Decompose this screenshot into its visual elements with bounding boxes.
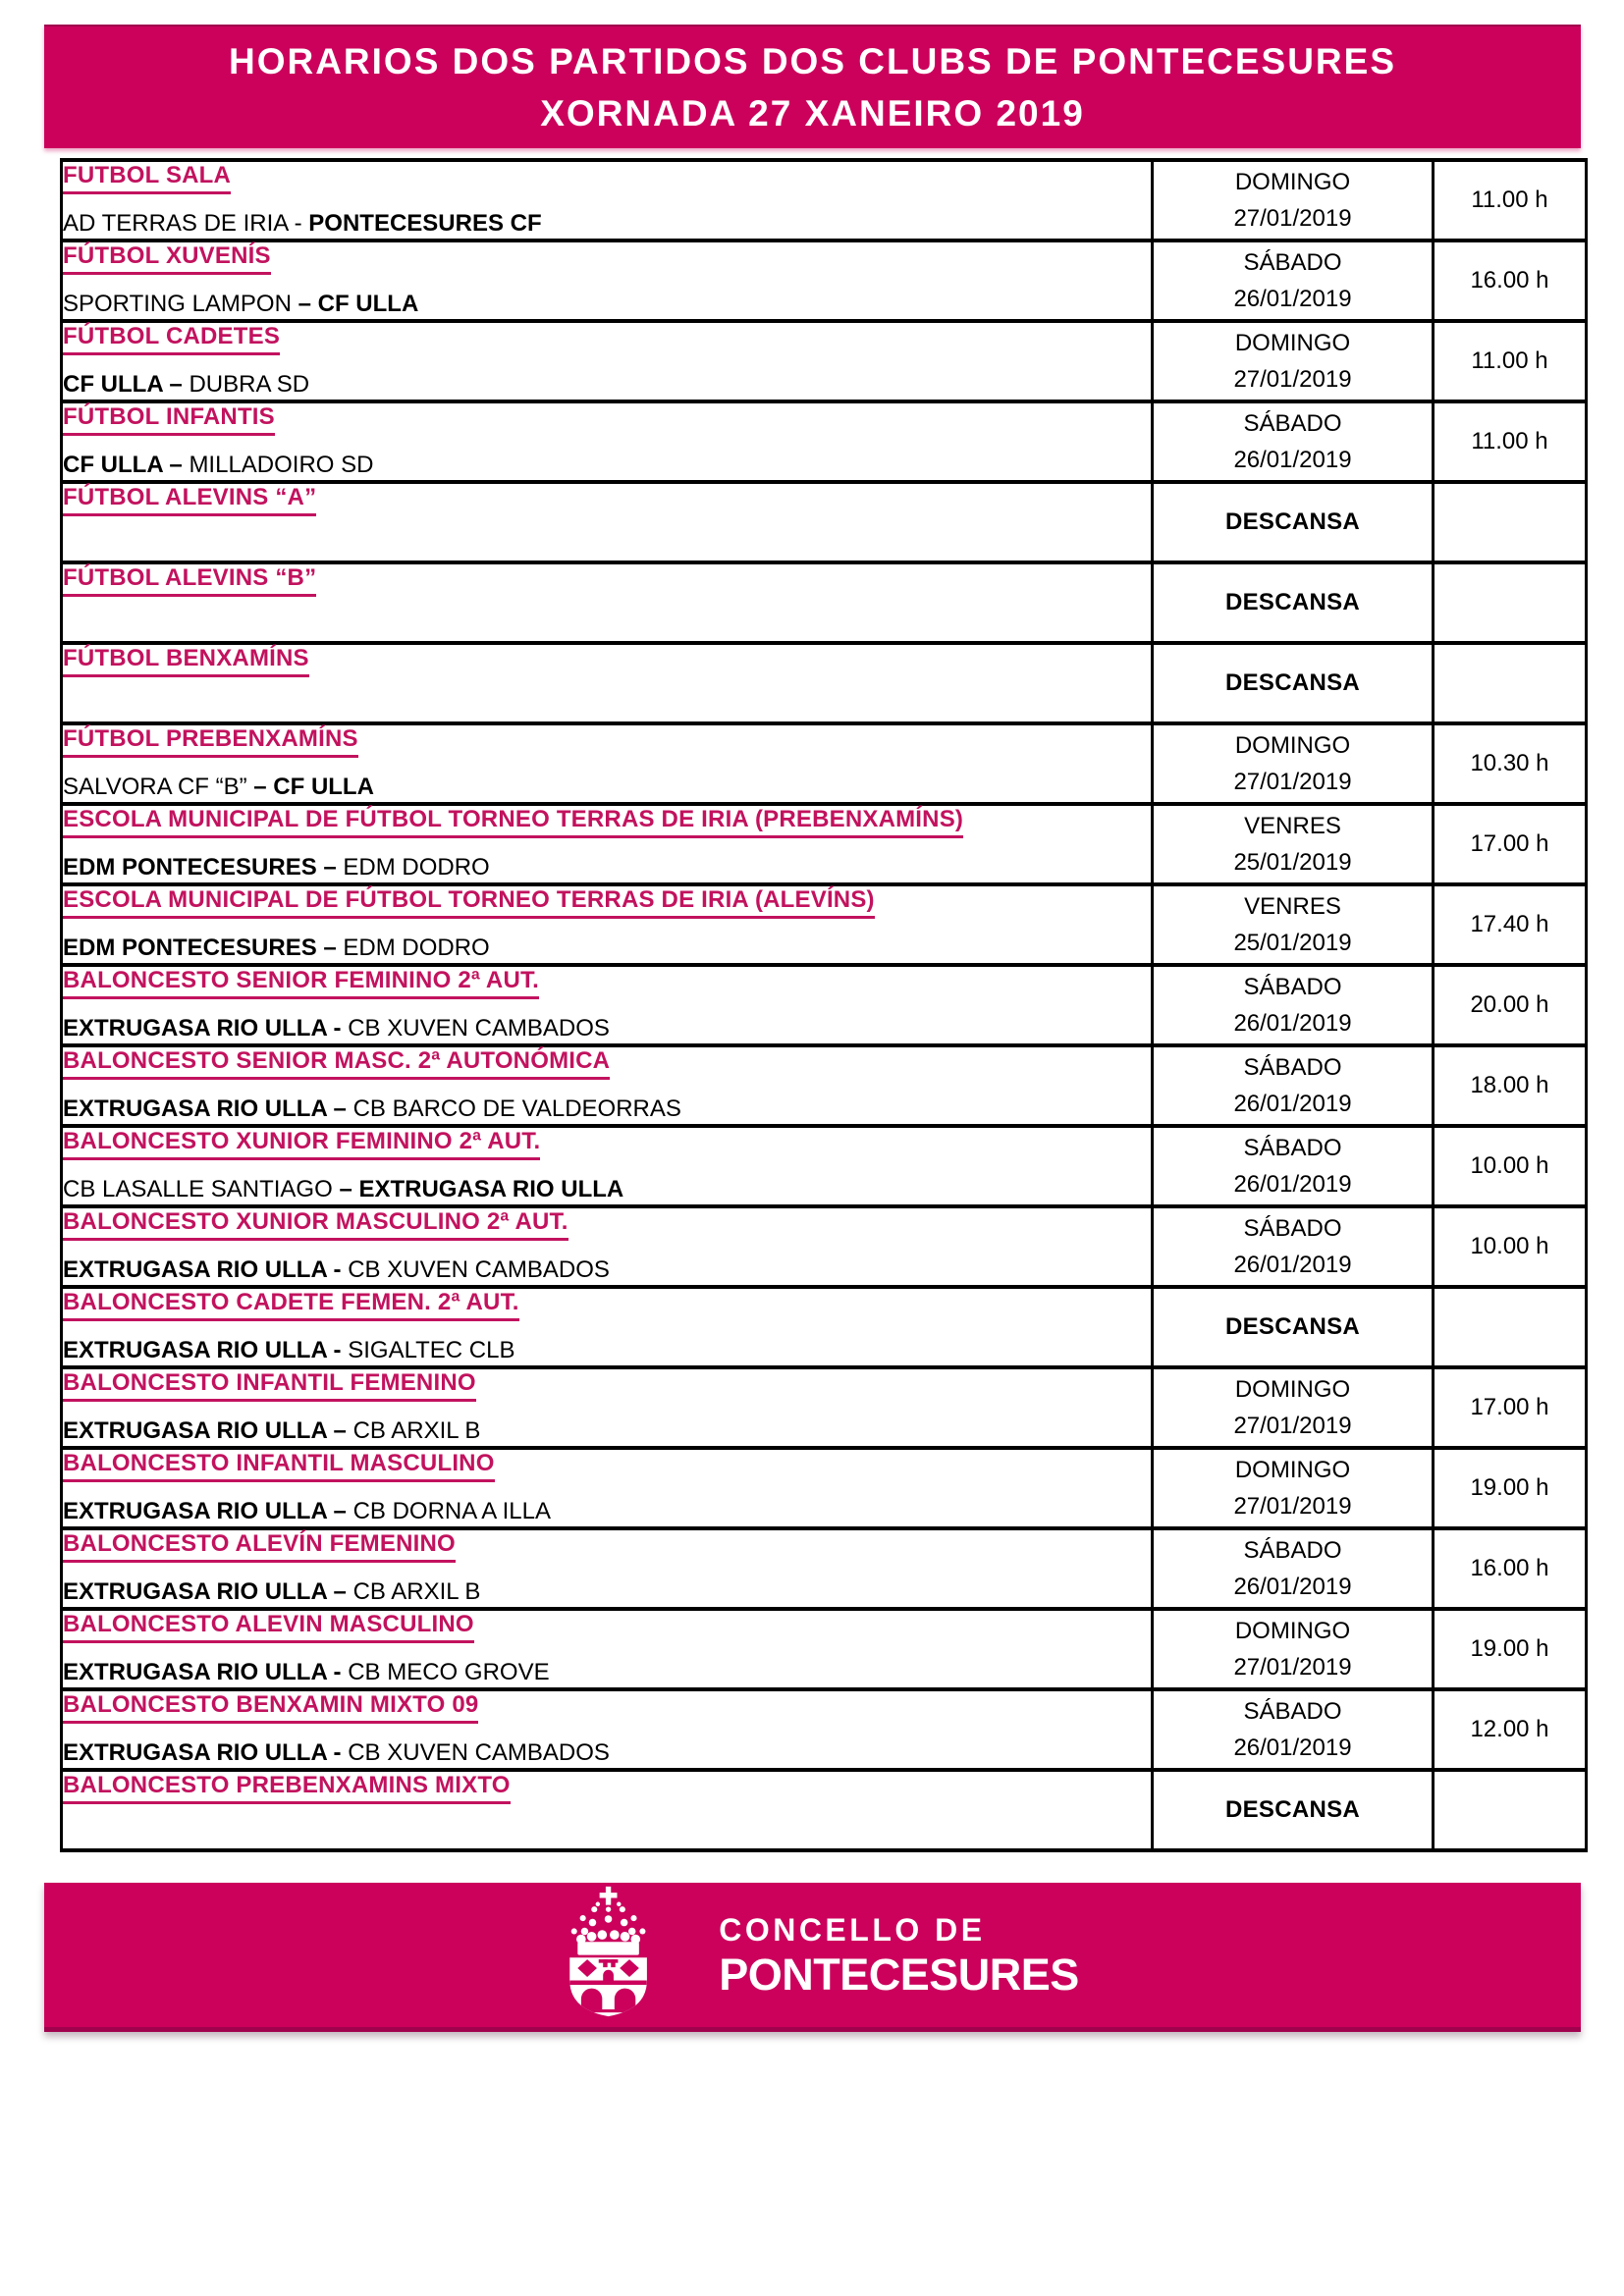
day-label: DOMINGO bbox=[1234, 330, 1351, 356]
date-label: 27/01/2019 bbox=[1233, 366, 1352, 393]
category-title: FÚTBOL XUVENÍS bbox=[63, 242, 271, 275]
team-regular-2: CB XUVEN CAMBADOS bbox=[348, 1256, 610, 1283]
schedule-row bbox=[62, 1287, 1587, 1367]
schedule-row bbox=[62, 1609, 1587, 1689]
schedule-row bbox=[62, 965, 1587, 1045]
team-regular-2: CB ARXIL B bbox=[352, 1417, 481, 1444]
match-teams bbox=[63, 934, 1151, 963]
day-cell bbox=[1153, 1287, 1434, 1367]
time-cell bbox=[1434, 482, 1587, 562]
time-cell bbox=[1434, 321, 1587, 401]
time-label: 11.00 h bbox=[1471, 187, 1548, 213]
day-cell bbox=[1153, 1206, 1434, 1287]
match-teams bbox=[63, 1738, 1151, 1768]
category-title: FÚTBOL PREBENXAMÍNS bbox=[63, 725, 358, 758]
time-cell bbox=[1434, 723, 1587, 804]
rest-label: DESCANSA bbox=[1224, 508, 1361, 535]
org-name-line2: PONTECESURES bbox=[719, 1949, 1079, 2000]
day-cell bbox=[1153, 482, 1434, 562]
schedule-row bbox=[62, 562, 1587, 643]
org-name-block bbox=[719, 1910, 1079, 2001]
category-title: FÚTBOL BENXAMÍNS bbox=[63, 645, 309, 677]
schedule-row bbox=[62, 160, 1587, 240]
day-cell bbox=[1153, 1367, 1434, 1448]
team-highlight: – CF ULLA bbox=[253, 774, 374, 800]
category-title: BALONCESTO CADETE FEMEN. 2ª AUT. bbox=[63, 1289, 519, 1321]
date-label: 26/01/2019 bbox=[1233, 286, 1352, 312]
team-highlight: EXTRUGASA RIO ULLA - bbox=[63, 1739, 349, 1766]
day-label: DOMINGO bbox=[1234, 1376, 1351, 1403]
day-cell bbox=[1153, 723, 1434, 804]
team-highlight: – CF ULLA bbox=[298, 291, 419, 317]
category-title: FÚTBOL ALEVINS “A” bbox=[63, 484, 316, 516]
category-cell bbox=[62, 965, 1153, 1045]
schedule-row bbox=[62, 1448, 1587, 1528]
day-label: SÁBADO bbox=[1243, 1054, 1342, 1081]
day-label: SÁBADO bbox=[1243, 1698, 1342, 1725]
time-label: 10.00 h bbox=[1470, 1152, 1549, 1179]
category-title: ESCOLA MUNICIPAL DE FÚTBOL TORNEO TERRAS DE IRIA (PREBENXAMÍNS) bbox=[63, 806, 963, 838]
date-label: 27/01/2019 bbox=[1233, 205, 1352, 232]
team-highlight: CF ULLA – bbox=[63, 371, 189, 398]
match-teams bbox=[63, 451, 1151, 480]
time-cell bbox=[1434, 643, 1587, 723]
date-label: 25/01/2019 bbox=[1233, 930, 1352, 956]
time-cell bbox=[1434, 1770, 1587, 1850]
date-label: 26/01/2019 bbox=[1233, 1171, 1352, 1198]
team-highlight: EXTRUGASA RIO ULLA - bbox=[63, 1256, 349, 1283]
team-regular-2: EDM DODRO bbox=[343, 934, 490, 961]
category-cell bbox=[62, 643, 1153, 723]
team-highlight: EXTRUGASA RIO ULLA – bbox=[63, 1578, 353, 1605]
category-title: FUTBOL SALA bbox=[63, 162, 231, 194]
team-regular-2: CB ARXIL B bbox=[352, 1578, 481, 1605]
schedule-row bbox=[62, 723, 1587, 804]
date-label: 26/01/2019 bbox=[1233, 1735, 1352, 1761]
schedule-row bbox=[62, 1045, 1587, 1126]
day-label: SÁBADO bbox=[1243, 249, 1342, 276]
time-cell bbox=[1434, 1448, 1587, 1528]
date-label: 26/01/2019 bbox=[1233, 1574, 1352, 1600]
date-label: 27/01/2019 bbox=[1233, 769, 1352, 795]
match-teams bbox=[63, 1095, 1151, 1124]
team-regular-2: CB DORNA A ILLA bbox=[352, 1498, 551, 1524]
day-cell bbox=[1153, 240, 1434, 321]
category-cell bbox=[62, 240, 1153, 321]
time-label: 12.00 h bbox=[1470, 1716, 1549, 1742]
schedule-row bbox=[62, 240, 1587, 321]
day-label: DOMINGO bbox=[1234, 1457, 1351, 1483]
category-cell bbox=[62, 1689, 1153, 1770]
time-label: 19.00 h bbox=[1470, 1635, 1549, 1662]
day-cell bbox=[1153, 804, 1434, 884]
team-highlight: CF ULLA – bbox=[63, 452, 189, 478]
time-cell bbox=[1434, 1206, 1587, 1287]
time-cell bbox=[1434, 1689, 1587, 1770]
day-label: SÁBADO bbox=[1243, 410, 1342, 437]
day-cell bbox=[1153, 321, 1434, 401]
time-label: 11.00 h bbox=[1471, 428, 1548, 454]
category-title: BALONCESTO SENIOR MASC. 2ª AUTONÓMICA bbox=[63, 1047, 610, 1080]
day-cell bbox=[1153, 643, 1434, 723]
schedule-row bbox=[62, 1206, 1587, 1287]
time-cell bbox=[1434, 1045, 1587, 1126]
date-label: 27/01/2019 bbox=[1233, 1413, 1352, 1439]
team-highlight: EXTRUGASA RIO ULLA - bbox=[63, 1337, 349, 1363]
category-title: BALONCESTO SENIOR FEMININO 2ª AUT. bbox=[63, 967, 539, 999]
match-teams bbox=[63, 1577, 1151, 1607]
category-cell bbox=[62, 160, 1153, 240]
day-label: SÁBADO bbox=[1243, 974, 1342, 1000]
schedule-body bbox=[62, 160, 1587, 1850]
date-label: 27/01/2019 bbox=[1233, 1493, 1352, 1520]
category-cell bbox=[62, 723, 1153, 804]
team-regular: CB LASALLE SANTIAGO bbox=[63, 1176, 340, 1202]
time-cell bbox=[1434, 401, 1587, 482]
team-regular-2: CB BARCO DE VALDEORRAS bbox=[352, 1095, 681, 1122]
team-regular-2: EDM DODRO bbox=[343, 854, 490, 881]
poster-title-line2: XORNADA 27 XANEIRO 2019 bbox=[540, 93, 1085, 133]
team-regular: SALVORA CF “B” bbox=[63, 774, 254, 800]
time-cell bbox=[1434, 1287, 1587, 1367]
team-highlight: EXTRUGASA RIO ULLA – bbox=[63, 1498, 353, 1524]
team-highlight: EXTRUGASA RIO ULLA - bbox=[63, 1015, 349, 1041]
rest-label: DESCANSA bbox=[1224, 1796, 1361, 1823]
time-label: 16.00 h bbox=[1470, 267, 1549, 294]
day-label: DOMINGO bbox=[1234, 732, 1351, 759]
day-cell bbox=[1153, 1609, 1434, 1689]
team-regular-2: MILLADOIRO SD bbox=[189, 452, 374, 478]
match-teams bbox=[63, 290, 1151, 319]
team-regular: SPORTING LAMPON bbox=[63, 291, 298, 317]
category-title: BALONCESTO ALEVÍN FEMENINO bbox=[63, 1530, 456, 1563]
category-title: BALONCESTO INFANTIL MASCULINO bbox=[63, 1450, 495, 1482]
time-label: 17.00 h bbox=[1470, 830, 1549, 857]
time-cell bbox=[1434, 1126, 1587, 1206]
team-highlight: PONTECESURES CF bbox=[308, 210, 542, 237]
header-banner bbox=[44, 25, 1581, 148]
category-cell bbox=[62, 321, 1153, 401]
category-cell bbox=[62, 884, 1153, 965]
category-cell bbox=[62, 482, 1153, 562]
match-teams bbox=[63, 1416, 1151, 1446]
match-teams bbox=[63, 370, 1151, 400]
time-label: 17.00 h bbox=[1470, 1394, 1549, 1420]
day-cell bbox=[1153, 1528, 1434, 1609]
day-label: SÁBADO bbox=[1243, 1537, 1342, 1564]
day-cell bbox=[1153, 562, 1434, 643]
day-cell bbox=[1153, 1770, 1434, 1850]
schedule-row bbox=[62, 1689, 1587, 1770]
team-regular-2: CB XUVEN CAMBADOS bbox=[348, 1015, 610, 1041]
category-cell bbox=[62, 804, 1153, 884]
schedule-row bbox=[62, 643, 1587, 723]
category-cell bbox=[62, 1367, 1153, 1448]
category-cell bbox=[62, 401, 1153, 482]
date-label: 25/01/2019 bbox=[1233, 849, 1352, 876]
category-cell bbox=[62, 1287, 1153, 1367]
day-cell bbox=[1153, 884, 1434, 965]
footer-banner bbox=[44, 1883, 1581, 2032]
category-cell bbox=[62, 1528, 1153, 1609]
category-cell bbox=[62, 1206, 1153, 1287]
time-label: 20.00 h bbox=[1470, 991, 1549, 1018]
time-cell bbox=[1434, 1528, 1587, 1609]
time-label: 10.30 h bbox=[1470, 750, 1549, 776]
match-teams bbox=[63, 853, 1151, 882]
day-label: VENRES bbox=[1244, 893, 1341, 920]
day-label: DOMINGO bbox=[1234, 1618, 1351, 1644]
date-label: 26/01/2019 bbox=[1233, 447, 1352, 473]
team-highlight: EDM PONTECESURES – bbox=[63, 934, 344, 961]
match-teams bbox=[63, 1175, 1151, 1204]
rest-label: DESCANSA bbox=[1224, 1313, 1361, 1340]
time-label: 19.00 h bbox=[1470, 1474, 1549, 1501]
team-regular-2: DUBRA SD bbox=[189, 371, 310, 398]
schedule-row bbox=[62, 1126, 1587, 1206]
date-label: 26/01/2019 bbox=[1233, 1252, 1352, 1278]
day-cell bbox=[1153, 1448, 1434, 1528]
day-label: VENRES bbox=[1244, 813, 1341, 839]
day-cell bbox=[1153, 1126, 1434, 1206]
time-cell bbox=[1434, 1609, 1587, 1689]
match-teams bbox=[63, 773, 1151, 802]
category-title: ESCOLA MUNICIPAL DE FÚTBOL TORNEO TERRAS DE IRIA (ALEVÍNS) bbox=[63, 886, 875, 919]
category-title: BALONCESTO XUNIOR FEMININO 2ª AUT. bbox=[63, 1128, 540, 1160]
time-label: 18.00 h bbox=[1470, 1072, 1549, 1098]
time-cell bbox=[1434, 1367, 1587, 1448]
date-label: 26/01/2019 bbox=[1233, 1010, 1352, 1037]
category-cell bbox=[62, 1609, 1153, 1689]
team-regular-2: SIGALTEC CLB bbox=[348, 1337, 515, 1363]
team-regular-2: CB XUVEN CAMBADOS bbox=[348, 1739, 610, 1766]
category-cell bbox=[62, 1448, 1153, 1528]
schedule-row bbox=[62, 1770, 1587, 1850]
category-title: BALONCESTO XUNIOR MASCULINO 2ª AUT. bbox=[63, 1208, 568, 1241]
day-cell bbox=[1153, 1045, 1434, 1126]
municipal-crest-icon bbox=[546, 1886, 664, 2026]
category-title: BALONCESTO PREBENXAMINS MIXTO bbox=[63, 1772, 511, 1804]
time-label: 17.40 h bbox=[1470, 911, 1549, 937]
schedule-table bbox=[60, 158, 1588, 1852]
category-cell bbox=[62, 1045, 1153, 1126]
category-title: FÚTBOL INFANTIS bbox=[63, 403, 275, 436]
time-label: 16.00 h bbox=[1470, 1555, 1549, 1581]
rest-label: DESCANSA bbox=[1224, 669, 1361, 696]
date-label: 27/01/2019 bbox=[1233, 1654, 1352, 1681]
time-cell bbox=[1434, 884, 1587, 965]
category-cell bbox=[62, 1770, 1153, 1850]
day-label: SÁBADO bbox=[1243, 1135, 1342, 1161]
category-title: FÚTBOL CADETES bbox=[63, 323, 280, 355]
team-highlight: EDM PONTECESURES – bbox=[63, 854, 344, 881]
schedule-row bbox=[62, 401, 1587, 482]
time-cell bbox=[1434, 804, 1587, 884]
rest-label: DESCANSA bbox=[1224, 589, 1361, 615]
team-highlight: – EXTRUGASA RIO ULLA bbox=[339, 1176, 624, 1202]
category-cell bbox=[62, 562, 1153, 643]
time-cell bbox=[1434, 240, 1587, 321]
schedule-row bbox=[62, 1528, 1587, 1609]
schedule-row bbox=[62, 884, 1587, 965]
team-regular: AD TERRAS DE IRIA - bbox=[63, 210, 309, 237]
day-label: SÁBADO bbox=[1243, 1215, 1342, 1242]
time-label: 11.00 h bbox=[1471, 347, 1548, 374]
match-teams bbox=[63, 1497, 1151, 1526]
category-title: BALONCESTO INFANTIL FEMENINO bbox=[63, 1369, 476, 1402]
org-name-line1: CONCELLO DE bbox=[719, 1911, 986, 1948]
day-cell bbox=[1153, 965, 1434, 1045]
time-cell bbox=[1434, 965, 1587, 1045]
day-label: DOMINGO bbox=[1234, 169, 1351, 195]
time-label: 10.00 h bbox=[1470, 1233, 1549, 1259]
schedule-row bbox=[62, 321, 1587, 401]
category-cell bbox=[62, 1126, 1153, 1206]
team-highlight: EXTRUGASA RIO ULLA – bbox=[63, 1095, 353, 1122]
team-highlight: EXTRUGASA RIO ULLA – bbox=[63, 1417, 353, 1444]
category-title: BALONCESTO BENXAMIN MIXTO 09 bbox=[63, 1691, 478, 1724]
match-teams bbox=[63, 209, 1151, 239]
team-regular-2: CB MECO GROVE bbox=[348, 1659, 550, 1685]
team-highlight: EXTRUGASA RIO ULLA - bbox=[63, 1659, 349, 1685]
schedule-row bbox=[62, 804, 1587, 884]
match-teams bbox=[63, 1336, 1151, 1365]
schedule-row bbox=[62, 1367, 1587, 1448]
day-cell bbox=[1153, 1689, 1434, 1770]
poster-title-line1: HORARIOS DOS PARTIDOS DOS CLUBS DE PONTECESURES bbox=[228, 41, 1397, 81]
time-cell bbox=[1434, 160, 1587, 240]
schedule-row bbox=[62, 482, 1587, 562]
match-teams bbox=[63, 1014, 1151, 1043]
category-title: BALONCESTO ALEVIN MASCULINO bbox=[63, 1611, 474, 1643]
match-teams bbox=[63, 1255, 1151, 1285]
date-label: 26/01/2019 bbox=[1233, 1091, 1352, 1117]
category-title: FÚTBOL ALEVINS “B” bbox=[63, 564, 316, 597]
day-cell bbox=[1153, 160, 1434, 240]
day-cell bbox=[1153, 401, 1434, 482]
match-teams bbox=[63, 1658, 1151, 1687]
time-cell bbox=[1434, 562, 1587, 643]
